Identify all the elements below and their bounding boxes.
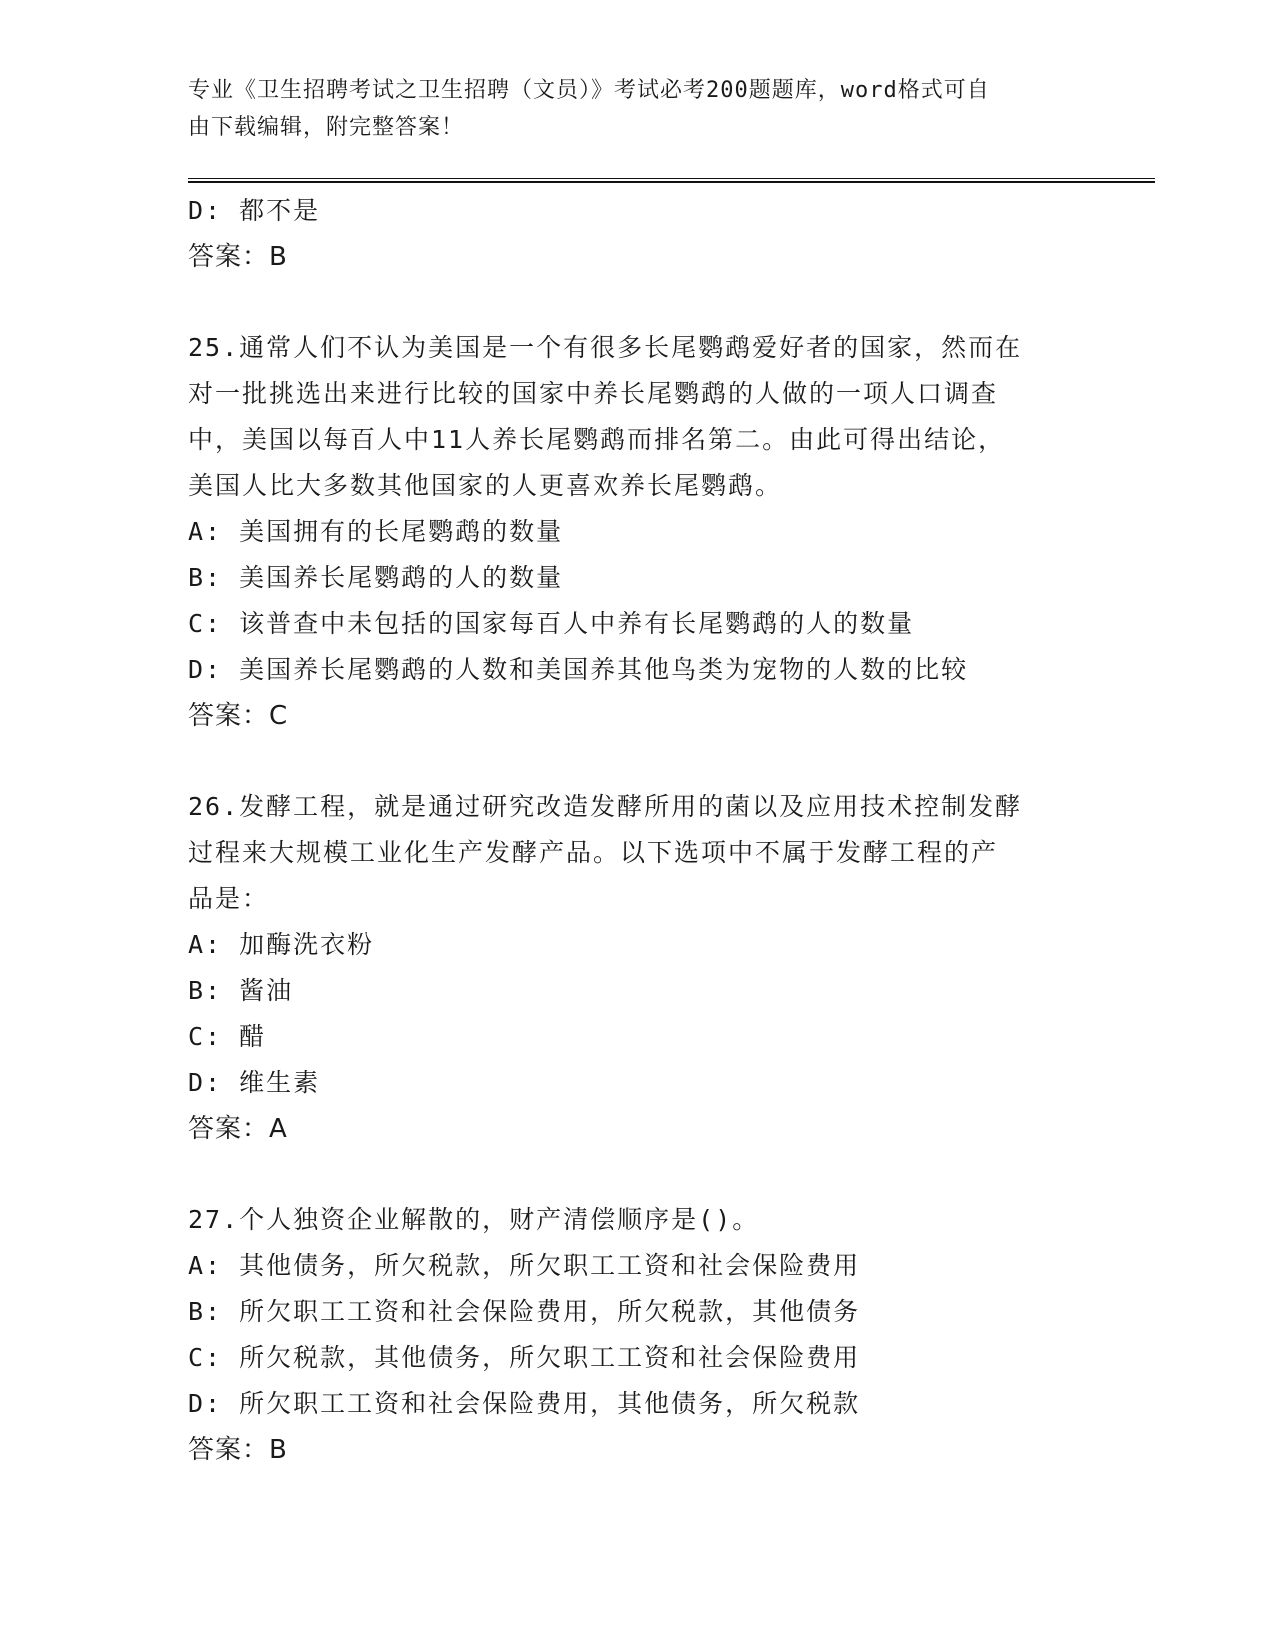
question-stem-line: 25.通常人们不认为美国是一个有很多长尾鹦鹉爱好者的国家，然而在: [188, 333, 1023, 362]
question-26: [188, 784, 1088, 1152]
header-line-2: 由下载编辑，附完整答案！: [188, 115, 465, 140]
option-c: C: 醋: [188, 1022, 267, 1051]
question-stem-line: 美国人比大多数其他国家的人更喜欢养长尾鹦鹉。: [188, 471, 783, 500]
question-stem-line: 中，美国以每百人中11人养长尾鹦鹉而排名第二。由此可得出结论，: [188, 425, 1006, 454]
spacer: [188, 1152, 1088, 1197]
header-line-1: 专业《卫生招聘考试之卫生招聘（文员）》考试必考200题题库，word格式可自: [188, 78, 990, 103]
question-25: [188, 325, 1088, 739]
option-d: D: 都不是: [188, 196, 321, 225]
answer-line: 答案：A: [188, 1114, 288, 1144]
option-a: A: 加酶洗衣粉: [188, 930, 375, 959]
question-27: [188, 1197, 1088, 1473]
question-stem-line: 对一批挑选出来进行比较的国家中养长尾鹦鹉的人做的一项人口调查: [188, 379, 999, 408]
answer-line: 答案：B: [188, 242, 288, 272]
option-d: D: 维生素: [188, 1068, 321, 1097]
option-b: B: 所欠职工工资和社会保险费用，所欠税款，其他债务: [188, 1297, 861, 1326]
option-d: D: 美国养长尾鹦鹉的人数和美国养其他鸟类为宠物的人数的比较: [188, 655, 969, 684]
question-stem-line: 26.发酵工程，就是通过研究改造发酵所用的菌以及应用技术控制发酵: [188, 792, 1023, 821]
answer-line: 答案：B: [188, 1435, 288, 1465]
option-c: C: 所欠税款，其他债务，所欠职工工资和社会保险费用: [188, 1343, 861, 1372]
option-a: A: 其他债务，所欠税款，所欠职工工资和社会保险费用: [188, 1251, 861, 1280]
question-stem-line: 27.个人独资企业解散的，财产清偿顺序是()。: [188, 1205, 760, 1234]
previous-question-tail: [188, 188, 1088, 280]
option-b: B: 酱油: [188, 976, 294, 1005]
spacer: [188, 739, 1088, 784]
answer-line: 答案：C: [188, 701, 289, 731]
header-divider-thin: [188, 178, 1155, 179]
document-body: [188, 188, 1088, 1473]
option-c: C: 该普查中未包括的国家每百人中养有长尾鹦鹉的人的数量: [188, 609, 915, 638]
option-d: D: 所欠职工工资和社会保险费用，其他债务，所欠税款: [188, 1389, 861, 1418]
spacer: [188, 280, 1088, 325]
document-header: [188, 72, 1088, 146]
question-stem-line: 品是：: [188, 884, 270, 913]
option-b: B: 美国养长尾鹦鹉的人的数量: [188, 563, 564, 592]
header-divider-thick: [188, 181, 1155, 183]
option-a: A: 美国拥有的长尾鹦鹉的数量: [188, 517, 564, 546]
question-stem-line: 过程来大规模工业化生产发酵产品。以下选项中不属于发酵工程的产: [188, 838, 999, 867]
